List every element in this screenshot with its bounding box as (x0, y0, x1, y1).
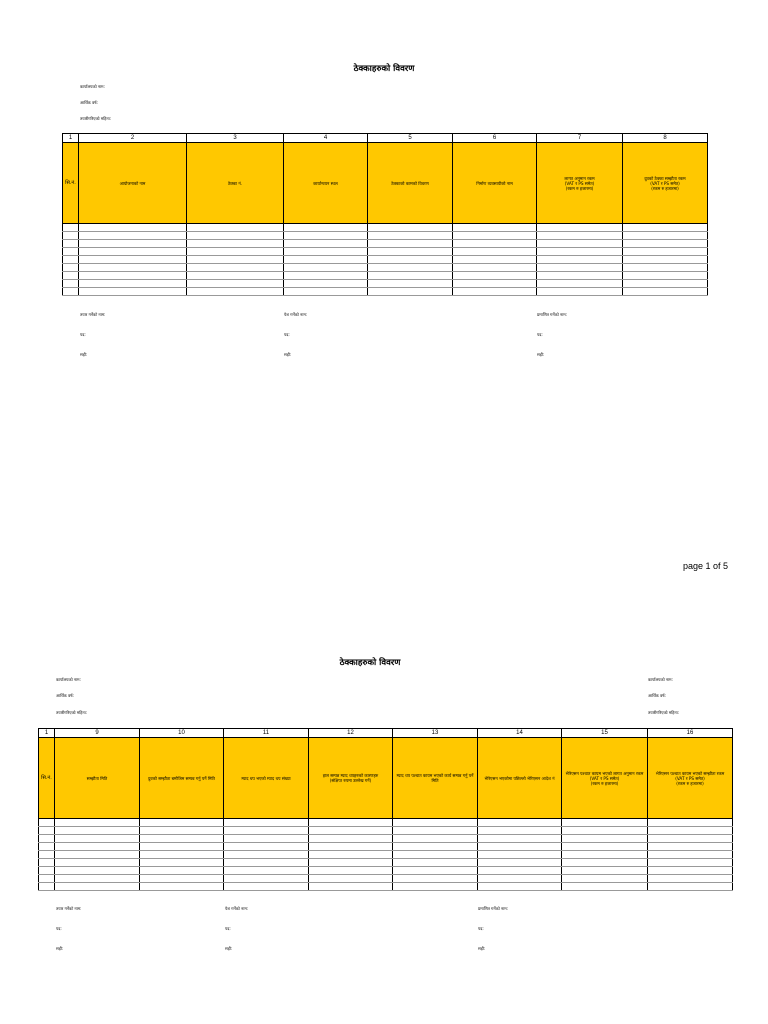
table-cell[interactable] (140, 835, 224, 843)
table-cell[interactable] (79, 232, 187, 240)
table-cell[interactable] (63, 288, 79, 296)
table-cell[interactable] (55, 875, 140, 883)
table-cell[interactable] (623, 240, 708, 248)
table-cell[interactable] (140, 851, 224, 859)
table-cell[interactable] (453, 248, 537, 256)
table-cell[interactable] (140, 883, 224, 891)
table-cell[interactable] (393, 827, 478, 835)
table-cell[interactable] (478, 883, 562, 891)
table-cell[interactable] (537, 248, 623, 256)
table-cell[interactable] (140, 843, 224, 851)
table-cell[interactable] (79, 240, 187, 248)
table-cell[interactable] (453, 280, 537, 288)
table-row (39, 859, 733, 867)
table-cell[interactable] (39, 843, 55, 851)
table-row (39, 867, 733, 875)
table-cell[interactable] (140, 827, 224, 835)
table-cell[interactable] (453, 288, 537, 296)
table-cell[interactable] (393, 883, 478, 891)
table-cell[interactable] (562, 851, 648, 859)
table-row (63, 256, 708, 264)
table-cell[interactable] (648, 835, 733, 843)
table-cell[interactable] (648, 859, 733, 867)
table-cell[interactable] (79, 224, 187, 232)
table-cell[interactable] (187, 240, 284, 248)
page2-prepared-sign: सही: (56, 946, 64, 951)
table-cell[interactable] (648, 875, 733, 883)
table-cell[interactable] (55, 819, 140, 827)
page2-title: ठेक्काहरुको विवरण (339, 658, 401, 668)
col-num: 2 (79, 134, 187, 143)
col-num: 9 (55, 729, 140, 738)
table-cell[interactable] (623, 280, 708, 288)
col-num: 6 (453, 134, 537, 143)
table-cell[interactable] (453, 224, 537, 232)
page2-fiscal-year-label: आर्थिक वर्ष: (56, 693, 74, 698)
table-cell[interactable] (309, 843, 393, 851)
table-row (39, 843, 733, 851)
table-cell[interactable] (623, 288, 708, 296)
col-num: 3 (187, 134, 284, 143)
table-cell[interactable] (623, 232, 708, 240)
table-cell[interactable] (537, 272, 623, 280)
header-agreement-date: सम्झौता मिति (55, 738, 140, 819)
col-num: 12 (309, 729, 393, 738)
table-cell[interactable] (623, 272, 708, 280)
page1-certified-by: प्रमाणित गर्नेको नाम: (537, 312, 568, 317)
col-num: 14 (478, 729, 562, 738)
table-cell[interactable] (648, 843, 733, 851)
table-cell[interactable] (187, 264, 284, 272)
table-cell[interactable] (478, 827, 562, 835)
table-cell[interactable] (63, 248, 79, 256)
table-cell[interactable] (478, 875, 562, 883)
page-number-label: page 1 of 5 (683, 561, 729, 571)
table-cell[interactable] (39, 827, 55, 835)
table-cell[interactable] (562, 835, 648, 843)
table-cell[interactable] (648, 867, 733, 875)
table-cell[interactable] (63, 272, 79, 280)
table-cell[interactable] (224, 843, 309, 851)
table-cell[interactable] (309, 859, 393, 867)
table-cell[interactable] (309, 851, 393, 859)
table-cell[interactable] (562, 819, 648, 827)
page1-contracts-table (62, 133, 708, 296)
table-cell[interactable] (478, 835, 562, 843)
table-cell[interactable] (309, 827, 393, 835)
header-serial-no: सि.नं. (63, 143, 79, 224)
table-cell[interactable] (284, 272, 368, 280)
page2-submitted-sign: सही: (225, 946, 233, 951)
col-num: 8 (623, 134, 708, 143)
table-cell[interactable] (140, 859, 224, 867)
page2-fiscal-year-label-right: आर्थिक वर्ष: (648, 693, 666, 698)
table-cell[interactable] (368, 248, 453, 256)
table-cell[interactable] (562, 859, 648, 867)
page2-office-label-right: कार्यालयको नाम: (648, 677, 673, 682)
table-cell[interactable] (284, 224, 368, 232)
table-cell[interactable] (224, 859, 309, 867)
col-num: 7 (537, 134, 623, 143)
header-extension-count: म्याद थप भएको म्याद थप संख्या (224, 738, 309, 819)
table-cell[interactable] (393, 819, 478, 827)
table-row (39, 875, 733, 883)
table-cell[interactable] (187, 224, 284, 232)
page2-header-row (39, 738, 733, 819)
table-cell[interactable] (39, 819, 55, 827)
col-num: 1 (39, 729, 55, 738)
table-cell[interactable] (648, 827, 733, 835)
page1-prepared-by: तयार गर्नेको नाम: (80, 312, 106, 317)
table-cell[interactable] (39, 883, 55, 891)
table-row (63, 248, 708, 256)
table-cell[interactable] (562, 875, 648, 883)
table-cell[interactable] (284, 264, 368, 272)
table-row (39, 835, 733, 843)
page1-prepared-sign: सही: (80, 352, 88, 357)
table-cell[interactable] (55, 835, 140, 843)
header-site: कार्यान्वयन स्थल (284, 143, 368, 224)
table-cell[interactable] (284, 232, 368, 240)
page1-submitted-sign: सही: (284, 352, 292, 357)
table-cell[interactable] (562, 867, 648, 875)
table-row (39, 827, 733, 835)
table-cell[interactable] (393, 859, 478, 867)
table-cell[interactable] (55, 851, 140, 859)
table-cell[interactable] (63, 256, 79, 264)
page1-submitted-by: पेश गर्नेको नाम: (284, 312, 308, 317)
header-completion-date: दुवको सम्झौता बमोजिम सम्पन्न गर्नु पर्ने मिति (140, 738, 224, 819)
table-cell[interactable] (140, 867, 224, 875)
table-cell[interactable] (453, 264, 537, 272)
page2-contracts-table (38, 728, 733, 891)
table-cell[interactable] (224, 875, 309, 883)
table-cell[interactable] (140, 819, 224, 827)
col-num: 11 (224, 729, 309, 738)
header-project-name: आयोजनाको नाम (79, 143, 187, 224)
table-cell[interactable] (284, 240, 368, 248)
table-cell[interactable] (368, 280, 453, 288)
table-cell[interactable] (187, 288, 284, 296)
table-cell[interactable] (478, 851, 562, 859)
table-cell[interactable] (368, 224, 453, 232)
page2-certified-post: पद: (478, 926, 484, 931)
table-cell[interactable] (284, 248, 368, 256)
table-cell[interactable] (478, 859, 562, 867)
table-row (39, 883, 733, 891)
table-cell[interactable] (309, 819, 393, 827)
table-cell[interactable] (562, 827, 648, 835)
table-cell[interactable] (224, 827, 309, 835)
table-cell[interactable] (224, 883, 309, 891)
table-cell[interactable] (187, 272, 284, 280)
table-cell[interactable] (537, 240, 623, 248)
col-num: 1 (63, 134, 79, 143)
table-row (63, 272, 708, 280)
table-cell[interactable] (309, 835, 393, 843)
table-cell[interactable] (39, 859, 55, 867)
table-cell[interactable] (55, 843, 140, 851)
table-cell[interactable] (478, 819, 562, 827)
page2-office-label: कार्यालयको नाम: (56, 677, 81, 682)
table-cell[interactable] (368, 264, 453, 272)
table-row (39, 851, 733, 859)
header-contractor-name: निर्माण व्यवसायीको नाम (453, 143, 537, 224)
page1-title: ठेक्काहरुको विवरण (353, 64, 415, 74)
table-cell[interactable] (562, 883, 648, 891)
header-contract-no: ठेक्का नं. (187, 143, 284, 224)
col-num: 10 (140, 729, 224, 738)
table-cell[interactable] (224, 835, 309, 843)
page1-office-label: कार्यालयको नाम: (80, 84, 105, 89)
table-cell[interactable] (368, 288, 453, 296)
page2-submitted-post: पद: (225, 926, 231, 931)
header-revised-estimate: भेरिएसन पश्चात कायम भएको लागत अनुमान रकम (VAT र PS समेत) (रकम रु हजारमा) (562, 738, 648, 819)
table-cell[interactable] (623, 248, 708, 256)
table-cell[interactable] (453, 272, 537, 280)
table-cell[interactable] (284, 288, 368, 296)
col-num: 13 (393, 729, 478, 738)
page2-month-label: तयारीगरिएको महिना: (56, 710, 87, 715)
table-cell[interactable] (309, 883, 393, 891)
table-cell[interactable] (393, 843, 478, 851)
table-cell[interactable] (39, 851, 55, 859)
page2-certified-sign: सही: (478, 946, 486, 951)
table-cell[interactable] (39, 867, 55, 875)
table-cell[interactable] (79, 264, 187, 272)
table-row (63, 288, 708, 296)
table-cell[interactable] (55, 867, 140, 875)
table-cell[interactable] (368, 256, 453, 264)
header-revised-completion-date: म्याद थप पश्चात कायम भएको कार्य सम्पन्न गर्नु पर्ने मिति (393, 738, 478, 819)
page1-month-label: तयारीगरिएको महिना: (80, 116, 111, 121)
table-cell[interactable] (187, 232, 284, 240)
table-cell[interactable] (393, 867, 478, 875)
col-num: 16 (648, 729, 733, 738)
table-cell[interactable] (453, 256, 537, 264)
table-row (63, 240, 708, 248)
header-estimate-amount: लागत अनुमान रकम (VAT र PS समेत) (रकम रु हजारमा) (537, 143, 623, 224)
table-cell[interactable] (623, 256, 708, 264)
table-cell[interactable] (478, 867, 562, 875)
table-cell[interactable] (623, 264, 708, 272)
table-cell[interactable] (393, 851, 478, 859)
table-cell[interactable] (284, 256, 368, 264)
table-cell[interactable] (393, 875, 478, 883)
table-cell[interactable] (537, 224, 623, 232)
table-cell[interactable] (55, 859, 140, 867)
table-cell[interactable] (79, 256, 187, 264)
header-revised-contract-amount: भेरिएसन पश्चात कायम भएको सम्झौता रकम (VAT र PS समेत) (रकम रु हजारमा) (648, 738, 733, 819)
table-cell[interactable] (55, 883, 140, 891)
table-cell[interactable] (224, 867, 309, 875)
page2-prepared-by: तयार गर्नेको नाम: (56, 906, 82, 911)
table-cell[interactable] (453, 240, 537, 248)
table-cell[interactable] (63, 264, 79, 272)
table-cell[interactable] (537, 288, 623, 296)
header-variation-order-no: भेरिएसन भएकोमा पछिल्लो भेरिएसन आदेश नं (478, 738, 562, 819)
page1-column-number-row (63, 134, 708, 143)
table-cell[interactable] (393, 835, 478, 843)
table-cell[interactable] (79, 272, 187, 280)
table-cell[interactable] (63, 232, 79, 240)
table-cell[interactable] (623, 224, 708, 232)
table-cell[interactable] (187, 256, 284, 264)
page1-certified-post: पद: (537, 332, 543, 337)
table-cell[interactable] (63, 240, 79, 248)
header-work-description: ठेक्काको कामको विवरण (368, 143, 453, 224)
table-cell[interactable] (187, 280, 284, 288)
table-cell[interactable] (537, 280, 623, 288)
table-cell[interactable] (648, 883, 733, 891)
table-cell[interactable] (648, 819, 733, 827)
col-num: 15 (562, 729, 648, 738)
page2-month-label-right: तयारीगरिएको महिना: (648, 710, 679, 715)
header-contract-amount: दुवको ठेक्का सम्झौता रकम (VAT र PS समेत) (रकम रु हजारमा) (623, 143, 708, 224)
table-cell[interactable] (537, 264, 623, 272)
table-cell[interactable] (187, 248, 284, 256)
table-cell[interactable] (79, 280, 187, 288)
table-cell[interactable] (63, 280, 79, 288)
header-serial-no: सि.नं. (39, 738, 55, 819)
header-extension-reasons: हाल सम्पन्न म्याद थपहरुको कारणहरु (संक्षिप्त रुपमा उल्लेख गर्ने) (309, 738, 393, 819)
page2-prepared-post: पद: (56, 926, 62, 931)
col-num: 4 (284, 134, 368, 143)
table-row (63, 280, 708, 288)
table-cell[interactable] (224, 851, 309, 859)
table-cell[interactable] (562, 843, 648, 851)
table-cell[interactable] (284, 280, 368, 288)
page2-column-number-row (39, 729, 733, 738)
table-row (63, 264, 708, 272)
page1-submitted-post: पद: (284, 332, 290, 337)
table-cell[interactable] (453, 232, 537, 240)
table-cell[interactable] (79, 248, 187, 256)
table-cell[interactable] (309, 875, 393, 883)
table-cell[interactable] (63, 224, 79, 232)
table-cell[interactable] (537, 256, 623, 264)
table-cell[interactable] (39, 835, 55, 843)
table-cell[interactable] (368, 272, 453, 280)
table-cell[interactable] (537, 232, 623, 240)
table-cell[interactable] (39, 875, 55, 883)
page1-prepared-post: पद: (80, 332, 86, 337)
table-cell[interactable] (648, 851, 733, 859)
page2-submitted-by: पेश गर्नेको नाम: (225, 906, 249, 911)
table-row (63, 224, 708, 232)
table-row (39, 819, 733, 827)
table-cell[interactable] (368, 240, 453, 248)
table-cell[interactable] (140, 875, 224, 883)
table-row (63, 232, 708, 240)
col-num: 5 (368, 134, 453, 143)
page1-header-row (63, 143, 708, 224)
table-cell[interactable] (79, 288, 187, 296)
page1-certified-sign: सही: (537, 352, 545, 357)
table-cell[interactable] (368, 232, 453, 240)
table-cell[interactable] (224, 819, 309, 827)
page1-fiscal-year-label: आर्थिक वर्ष: (80, 100, 98, 105)
page2-certified-by: प्रमाणित गर्नेको नाम: (478, 906, 509, 911)
table-cell[interactable] (55, 827, 140, 835)
table-cell[interactable] (478, 843, 562, 851)
table-cell[interactable] (309, 867, 393, 875)
